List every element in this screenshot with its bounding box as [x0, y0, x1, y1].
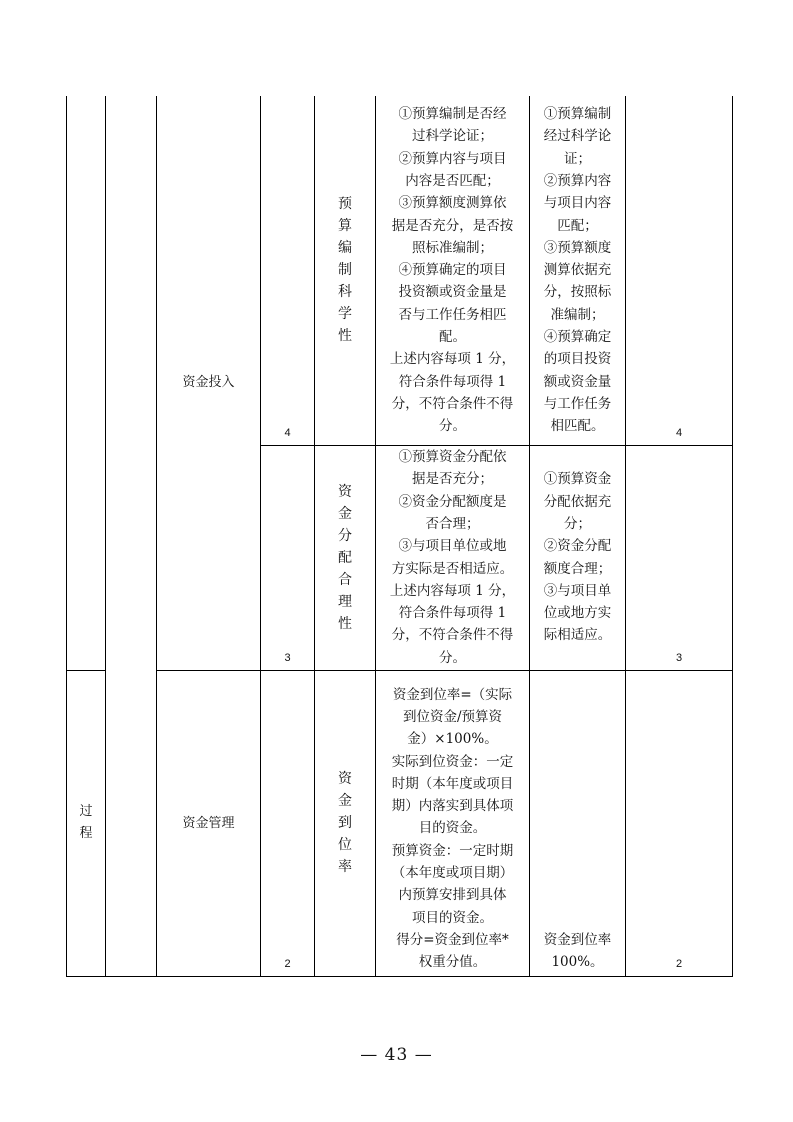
standard-line: ④预算确定的项目 — [398, 262, 507, 279]
score-cell — [261, 96, 315, 445]
actual-line: 分； — [564, 515, 591, 532]
actual-cell — [530, 670, 626, 976]
standard-cell — [376, 670, 530, 976]
standard-line: 资金到位率=（实际 — [392, 686, 513, 703]
standard-line: 期）内落实到具体项 — [391, 798, 514, 815]
subcategory-cell — [157, 670, 261, 976]
standard-line: 符合条件每项得 1 — [398, 605, 507, 622]
score-value: 2 — [284, 957, 291, 970]
indicator-cell — [315, 670, 376, 976]
final-score-value: 3 — [675, 651, 683, 664]
standard-cell — [376, 96, 530, 445]
standard-line: ③预算额度测算依 — [398, 195, 507, 212]
page-number: — 43 — — [360, 1045, 433, 1065]
subcategory-cell — [157, 96, 261, 670]
actual-line: 准编制； — [550, 306, 605, 323]
standard-line: 否与工作任务相匹 — [398, 306, 507, 323]
actual-line: 匹配； — [557, 217, 598, 234]
actual-line: 与项目内容 — [543, 195, 612, 212]
standard-line: 上述内容每项 1 分， — [389, 351, 516, 368]
actual-line: 位或地方实 — [543, 605, 612, 622]
standard-line: 金）×100%。 — [407, 731, 498, 748]
actual-line: 的项目投资 — [543, 351, 612, 368]
indicator-cell — [315, 445, 376, 670]
standard-line: ②预算内容与项目 — [398, 150, 507, 167]
indicator-name: 资金分配合理性 — [338, 483, 352, 632]
evaluation-table — [66, 96, 733, 977]
standard-line: 过科学论证； — [412, 128, 493, 145]
actual-line: 资金到位率 — [543, 931, 612, 948]
actual-line: ③预算额度 — [543, 239, 612, 256]
standard-line: ②资金分配额度是 — [398, 493, 507, 510]
actual-line: ③与项目单 — [543, 582, 612, 599]
standard-line: 方实际是否相适应。 — [391, 560, 514, 577]
actual-line: 100%。 — [551, 954, 604, 971]
actual-cell — [530, 96, 626, 445]
final-score-cell — [626, 445, 733, 670]
standard-line: 权重分值。 — [418, 954, 487, 971]
actual-line: ④预算确定 — [543, 328, 612, 345]
category-cell — [67, 670, 106, 976]
subcategory-label: 资金管理 — [182, 815, 235, 831]
standard-line: 到位资金/预算资 — [402, 708, 503, 725]
standard-line: 据是否充分； — [412, 471, 493, 488]
standard-line: 得分=资金到位率* — [396, 931, 509, 948]
standard-line: 时期（本年度或项目 — [391, 775, 514, 792]
standard-line: 分。 — [439, 649, 466, 666]
standard-line: 据是否充分，是否按 — [391, 217, 514, 234]
actual-line: 分配依据充 — [543, 493, 612, 510]
level1b-cell-empty — [106, 96, 157, 976]
actual-line: ①预算资金 — [543, 471, 612, 488]
standard-line: 分，不符合条件不得 — [391, 627, 514, 644]
standard-line: 配。 — [439, 328, 466, 345]
table-row — [67, 96, 733, 445]
indicator-name: 资金到位率 — [338, 771, 352, 875]
final-score-cell — [626, 670, 733, 976]
final-score-value: 4 — [675, 426, 683, 439]
actual-line: ②资金分配 — [543, 538, 612, 555]
actual-line: ①预算编制 — [543, 106, 612, 123]
score-cell — [261, 445, 315, 670]
standard-line: 预算资金：一定时期 — [391, 842, 514, 859]
actual-line: ②预算内容 — [543, 172, 612, 189]
category-label: 过程 — [79, 804, 93, 841]
standard-cell — [376, 445, 530, 670]
standard-line: 否合理； — [425, 515, 480, 532]
standard-line: ③与项目单位或地 — [398, 538, 507, 555]
standard-line: 上述内容每项 1 分， — [389, 582, 516, 599]
standard-line: ①预算资金分配依 — [398, 449, 507, 466]
actual-line: 与工作任务 — [543, 395, 612, 412]
final-score-cell — [626, 96, 733, 445]
standard-line: 内预算安排到具体 — [398, 887, 507, 904]
subcategory-label: 资金投入 — [182, 375, 235, 391]
score-value: 3 — [284, 651, 291, 664]
indicator-cell — [315, 96, 376, 445]
standard-line: （本年度或项目期） — [391, 865, 514, 882]
score-value: 4 — [284, 426, 291, 439]
actual-line: 经过科学论 — [543, 128, 612, 145]
actual-line: 证； — [564, 150, 591, 167]
level1-cell-empty — [67, 96, 106, 670]
score-cell — [261, 670, 315, 976]
standard-line: 内容是否匹配； — [405, 172, 500, 189]
actual-cell — [530, 445, 626, 670]
standard-line: 照标准编制； — [412, 239, 493, 256]
standard-line: ①预算编制是否经 — [398, 106, 507, 123]
standard-line: 符合条件每项得 1 — [398, 373, 507, 390]
actual-line: 分，按照标 — [543, 284, 612, 301]
standard-line: 投资额或资金量是 — [398, 284, 507, 301]
actual-line: 额度合理； — [543, 560, 612, 577]
standard-line: 目的资金。 — [418, 820, 487, 837]
table-row — [67, 670, 733, 976]
actual-line: 测算依据充 — [543, 262, 612, 279]
actual-line: 额或资金量 — [543, 373, 612, 390]
indicator-name: 预算编制科学性 — [338, 196, 352, 345]
standard-line: 实际到位资金：一定 — [391, 753, 514, 770]
standard-line: 分，不符合条件不得 — [391, 395, 514, 412]
standard-line: 项目的资金。 — [412, 909, 493, 926]
actual-line: 相匹配。 — [550, 418, 605, 435]
standard-line: 分。 — [439, 418, 466, 435]
final-score-value: 2 — [675, 957, 683, 970]
actual-line: 际相适应。 — [543, 627, 612, 644]
